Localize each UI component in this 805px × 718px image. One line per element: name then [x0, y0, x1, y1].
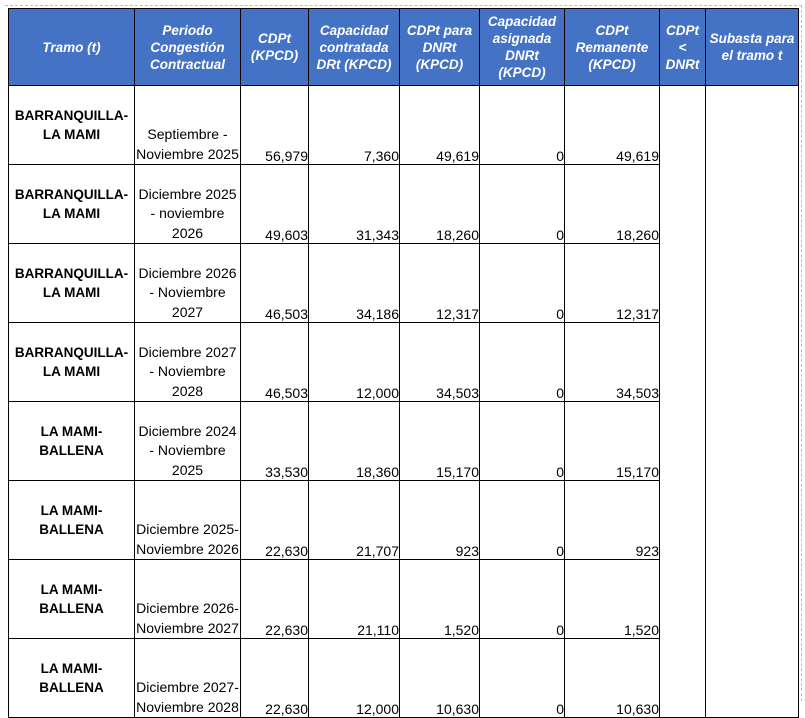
cell-cdpt-dnrt: 49,619 [400, 86, 480, 165]
table-row [9, 86, 799, 165]
cell-periodo: Diciembre 2024 - Noviembre 2025 [135, 402, 241, 481]
cell-cdpt: 22,630 [241, 481, 309, 560]
cell-capacidad-contratada: 7,360 [309, 86, 400, 165]
header-capacidad-contratada: Capacidad contratada DRt (KPCD) [309, 9, 400, 86]
cell-cdpt-remanente: 1,520 [565, 560, 660, 639]
cell-cdpt-lt-dnrt-merged [660, 86, 706, 718]
header-cdpt-lt-dnrt: CDPt < DNRt [660, 9, 706, 86]
cell-tramo: LA MAMI-BALLENA [9, 560, 135, 639]
cell-cdpt-dnrt: 1,520 [400, 560, 480, 639]
cell-cdpt: 49,603 [241, 165, 309, 244]
header-periodo: Periodo Congestión Contractual [135, 9, 241, 86]
cell-capacidad-asignada: 0 [480, 165, 565, 244]
cell-cdpt: 46,503 [241, 323, 309, 402]
cell-capacidad-contratada: 18,360 [309, 402, 400, 481]
cell-cdpt-dnrt: 34,503 [400, 323, 480, 402]
header-cdpt-remanente: CDPt Remanente (KPCD) [565, 9, 660, 86]
header-row [9, 9, 799, 86]
cell-cdpt-dnrt: 18,260 [400, 165, 480, 244]
cell-periodo: Diciembre 2027- Noviembre 2028 [135, 639, 241, 718]
cell-periodo: Diciembre 2027 - Noviembre 2028 [135, 323, 241, 402]
cell-cdpt-remanente: 10,630 [565, 639, 660, 718]
cell-capacidad-asignada: 0 [480, 560, 565, 639]
cell-cdpt-remanente: 12,317 [565, 244, 660, 323]
cell-capacidad-contratada: 34,186 [309, 244, 400, 323]
cell-tramo: LA MAMI-BALLENA [9, 402, 135, 481]
cell-tramo: LA MAMI-BALLENA [9, 639, 135, 718]
cell-cdpt-dnrt: 15,170 [400, 402, 480, 481]
cell-cdpt: 22,630 [241, 560, 309, 639]
cell-cdpt-remanente: 34,503 [565, 323, 660, 402]
cell-capacidad-asignada: 0 [480, 481, 565, 560]
cell-cdpt-remanente: 15,170 [565, 402, 660, 481]
cell-cdpt: 22,630 [241, 639, 309, 718]
header-cdpt-dnrt: CDPt para DNRt (KPCD) [400, 9, 480, 86]
header-cdpt: CDPt (KPCD) [241, 9, 309, 86]
cell-tramo: BARRANQUILLA-LA MAMI [9, 323, 135, 402]
cell-cdpt: 56,979 [241, 86, 309, 165]
capacity-table [8, 8, 799, 718]
cell-periodo: Septiembre - Noviembre 2025 [135, 86, 241, 165]
cell-tramo: BARRANQUILLA-LA MAMI [9, 244, 135, 323]
header-capacidad-asignada: Capacidad asignada DNRt (KPCD) [480, 9, 565, 86]
cell-tramo: BARRANQUILLA-LA MAMI [9, 86, 135, 165]
cell-capacidad-contratada: 12,000 [309, 639, 400, 718]
cell-tramo: BARRANQUILLA-LA MAMI [9, 165, 135, 244]
cell-capacidad-asignada: 0 [480, 244, 565, 323]
cell-capacidad-contratada: 21,110 [309, 560, 400, 639]
cell-capacidad-asignada: 0 [480, 402, 565, 481]
cell-tramo: LA MAMI-BALLENA [9, 481, 135, 560]
cell-cdpt-dnrt: 12,317 [400, 244, 480, 323]
header-tramo: Tramo (t) [9, 9, 135, 86]
cell-cdpt-dnrt: 923 [400, 481, 480, 560]
cell-capacidad-contratada: 31,343 [309, 165, 400, 244]
cell-capacidad-contratada: 12,000 [309, 323, 400, 402]
cell-capacidad-asignada: 0 [480, 639, 565, 718]
cell-capacidad-asignada: 0 [480, 86, 565, 165]
cell-cdpt: 46,503 [241, 244, 309, 323]
cell-periodo: Diciembre 2025- Noviembre 2026 [135, 481, 241, 560]
cell-cdpt-remanente: 923 [565, 481, 660, 560]
header-subasta: Subasta para el tramo t [706, 9, 799, 86]
cell-cdpt-remanente: 18,260 [565, 165, 660, 244]
cell-cdpt-dnrt: 10,630 [400, 639, 480, 718]
cell-capacidad-contratada: 21,707 [309, 481, 400, 560]
cell-capacidad-asignada: 0 [480, 323, 565, 402]
cell-periodo: Diciembre 2025 - noviembre 2026 [135, 165, 241, 244]
cell-subasta-merged [706, 86, 799, 718]
cell-cdpt-remanente: 49,619 [565, 86, 660, 165]
cell-periodo: Diciembre 2026 - Noviembre 2027 [135, 244, 241, 323]
cell-periodo: Diciembre 2026- Noviembre 2027 [135, 560, 241, 639]
cell-cdpt: 33,530 [241, 402, 309, 481]
